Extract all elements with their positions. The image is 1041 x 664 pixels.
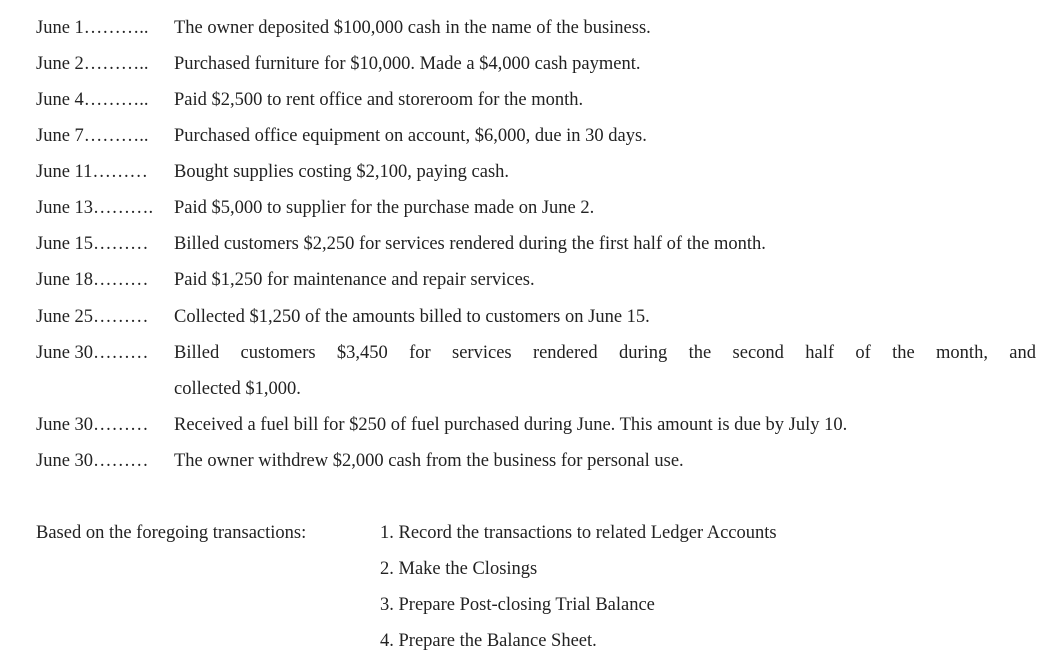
transaction-row: [36, 159, 1036, 195]
instruction-item: 1. Record the transactions to related Ledger Accounts: [380, 523, 777, 543]
transaction-description: Received a fuel bill for $250 of fuel purchased during June. This amount is due by July 10.: [174, 415, 848, 435]
transaction-row: [36, 87, 1036, 123]
transaction-row: [36, 267, 1036, 303]
instructions-label: Based on the foregoing transactions:: [36, 523, 307, 543]
transaction-date: June 13……….: [36, 198, 154, 218]
transaction-description: Paid $2,500 to rent office and storeroom for the month.: [174, 90, 584, 110]
transaction-date: June 2………..: [36, 54, 149, 74]
transaction-row: [36, 304, 1036, 340]
transaction-date: June 30………: [36, 451, 149, 471]
transaction-description: The owner withdrew $2,000 cash from the business for personal use.: [174, 451, 684, 471]
transaction-date: June 1………..: [36, 18, 149, 38]
transaction-date: June 30………: [36, 343, 149, 363]
transaction-row: [36, 231, 1036, 267]
transaction-date: June 25………: [36, 307, 149, 327]
transaction-row: [36, 51, 1036, 87]
transaction-description: Billed customers $3,450 for services rendered during the second half of the month, and: [174, 343, 1036, 363]
transaction-description: Collected $1,250 of the amounts billed to customers on June 15.: [174, 307, 650, 327]
transaction-description: Paid $1,250 for maintenance and repair services.: [174, 270, 535, 290]
instructions-list: [380, 520, 777, 664]
transaction-date: June 15………: [36, 234, 149, 254]
transaction-row: [36, 123, 1036, 159]
instruction-item: 3. Prepare Post-closing Trial Balance: [380, 595, 655, 615]
transaction-row: [36, 340, 1036, 376]
transaction-description: The owner deposited $100,000 cash in the name of the business.: [174, 18, 651, 38]
transaction-description: Billed customers $2,250 for services rendered during the first half of the month.: [174, 234, 766, 254]
transaction-date: June 11………: [36, 162, 148, 182]
transaction-date: June 4………..: [36, 90, 149, 110]
transaction-description: Bought supplies costing $2,100, paying cash.: [174, 162, 510, 182]
transaction-description: Purchased office equipment on account, $6,000, due in 30 days.: [174, 126, 647, 146]
instruction-item: 4. Prepare the Balance Sheet.: [380, 631, 597, 651]
instruction-item: 2. Make the Closings: [380, 559, 538, 579]
transaction-row: [36, 448, 1036, 484]
transaction-description-continued: collected $1,000.: [174, 379, 301, 399]
transaction-row: [36, 412, 1036, 448]
transaction-date: June 30………: [36, 415, 149, 435]
transaction-row: [36, 195, 1036, 231]
transaction-date: June 7………..: [36, 126, 149, 146]
transaction-description: Purchased furniture for $10,000. Made a $4,000 cash payment.: [174, 54, 641, 74]
transaction-description: Paid $5,000 to supplier for the purchase made on June 2.: [174, 198, 595, 218]
transaction-row: [36, 15, 1036, 51]
transaction-date: June 18………: [36, 270, 149, 290]
